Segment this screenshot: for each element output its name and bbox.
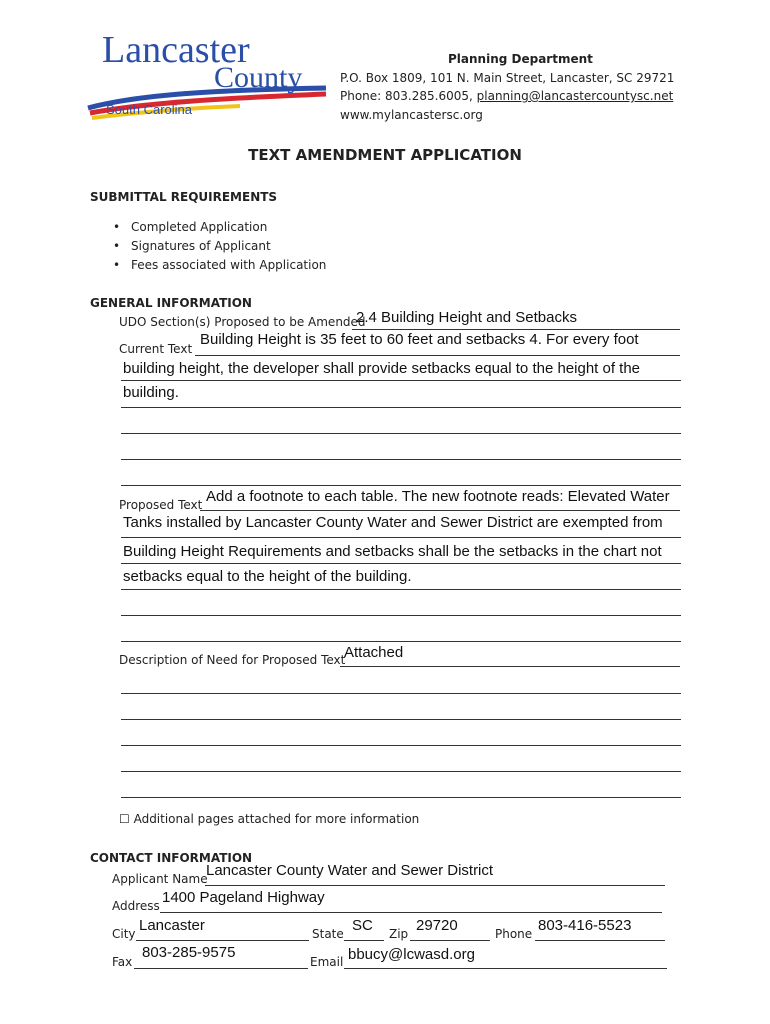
applicant-name-label: Applicant Name	[112, 872, 208, 886]
current-text-label: Current Text	[119, 342, 193, 356]
city-label: City	[112, 927, 136, 941]
proposed-text-line[interactable]	[121, 563, 681, 564]
need-line[interactable]	[121, 797, 681, 798]
general-heading: GENERAL INFORMATION	[90, 296, 252, 310]
department-email-link[interactable]: planning@lancastercountysc.net	[476, 89, 674, 103]
fax-value[interactable]: 803-285-9575	[142, 944, 236, 961]
applicant-name-value[interactable]: Lancaster County Water and Sewer District	[206, 862, 494, 879]
email-label: Email	[310, 955, 344, 969]
proposed-text-line[interactable]	[121, 589, 681, 590]
address-value[interactable]: 1400 Pageland Highway	[162, 889, 325, 906]
address-field[interactable]	[160, 912, 662, 913]
proposed-text-line[interactable]	[121, 615, 681, 616]
fax-field[interactable]	[134, 968, 308, 969]
current-text-value-1[interactable]: Building Height is 35 feet to 60 feet and setbacks 4. For every foot	[200, 331, 639, 348]
udo-section-label: UDO Section(s) Proposed to be Amended	[119, 315, 366, 329]
department-address: P.O. Box 1809, 101 N. Main Street, Lancaster, SC 29721	[340, 71, 675, 85]
current-text-line[interactable]	[121, 485, 681, 486]
list-item: • Fees associated with Application	[113, 256, 326, 275]
list-item: • Signatures of Applicant	[113, 237, 326, 256]
department-phone: Phone: 803.285.6005,	[340, 89, 477, 103]
zip-label: Zip	[389, 927, 409, 941]
need-line[interactable]	[121, 771, 681, 772]
department-contact	[340, 87, 673, 105]
department-name: Planning Department	[448, 52, 593, 66]
additional-pages-checkbox[interactable]: ☐ Additional pages attached for more information	[119, 812, 420, 826]
need-line[interactable]	[121, 693, 681, 694]
logo-line2: County	[214, 61, 303, 94]
proposed-text-value-4[interactable]: setbacks equal to the height of the building.	[123, 568, 412, 585]
fax-label: Fax	[112, 955, 133, 969]
current-text-value-2[interactable]: building height, the developer shall provide setbacks equal to the height of the	[123, 360, 641, 377]
city-field[interactable]	[136, 940, 309, 941]
proposed-text-label: Proposed Text	[119, 498, 203, 512]
need-line[interactable]	[121, 745, 681, 746]
need-value[interactable]: Attached	[344, 644, 404, 661]
logo-line3: South Carolina	[106, 102, 192, 117]
phone-value[interactable]: 803-416-5523	[538, 917, 632, 934]
need-line[interactable]	[121, 719, 681, 720]
proposed-text-value-1[interactable]: Add a footnote to each table. The new footnote reads: Elevated Water	[206, 488, 670, 505]
county-logo	[80, 30, 330, 125]
proposed-text-value-3[interactable]: Building Height Requirements and setbacks shall be the setbacks in the chart not	[123, 543, 662, 560]
phone-label: Phone	[495, 927, 533, 941]
proposed-text-line[interactable]	[121, 641, 681, 642]
state-label: State	[312, 927, 344, 941]
current-text-line[interactable]	[121, 433, 681, 434]
list-item: • Completed Application	[113, 218, 326, 237]
applicant-name-field[interactable]	[205, 885, 665, 886]
state-field[interactable]	[344, 940, 384, 941]
need-label: Description of Need for Proposed Text	[119, 653, 346, 667]
department-website[interactable]: www.mylancastersc.org	[340, 108, 483, 122]
proposed-text-line[interactable]	[200, 510, 680, 511]
proposed-text-value-2[interactable]: Tanks installed by Lancaster County Water and Sewer District are exempted from	[123, 514, 663, 531]
state-value[interactable]: SC	[352, 917, 373, 934]
contact-heading: CONTACT INFORMATION	[90, 851, 253, 865]
phone-field[interactable]	[535, 940, 665, 941]
address-label: Address	[112, 899, 160, 913]
proposed-text-line[interactable]	[121, 537, 681, 538]
email-field[interactable]	[344, 968, 667, 969]
logo-line1: Lancaster	[102, 29, 250, 71]
page-title: TEXT AMENDMENT APPLICATION	[248, 146, 522, 164]
email-value[interactable]: bbucy@lcwasd.org	[348, 946, 475, 963]
current-text-line[interactable]	[121, 380, 681, 381]
need-field[interactable]	[340, 666, 680, 667]
city-value[interactable]: Lancaster	[139, 917, 205, 934]
current-text-line[interactable]	[121, 407, 681, 408]
submittal-list	[113, 218, 326, 275]
udo-section-value[interactable]: 2.4 Building Height and Setbacks	[356, 309, 577, 326]
current-text-value-3[interactable]: building.	[123, 384, 179, 401]
current-text-line[interactable]	[195, 355, 680, 356]
submittal-heading: SUBMITTAL REQUIREMENTS	[90, 190, 278, 204]
current-text-line[interactable]	[121, 459, 681, 460]
udo-section-field[interactable]	[352, 329, 680, 330]
zip-value[interactable]: 29720	[416, 917, 458, 934]
zip-field[interactable]	[410, 940, 490, 941]
